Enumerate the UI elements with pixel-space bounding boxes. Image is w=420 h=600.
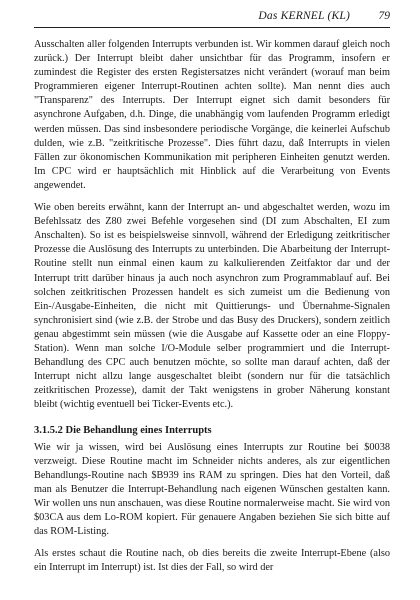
paragraph: Wie wir ja wissen, wird bei Auslösung eines Interrupts zur Routine bei $0038 verzweigt. Diese Routine macht im Schneider nichts anderes, als zur eigentlichen Behandlungs-Routine nach $B939 ins RAM zu springen. Dies hat den Vorteil, daß man als Benutzer die Interrupt-Behandlung nach eigenen Wünschen gestalten kann. Wir wollen uns nun anschauen, was diese Routine normalerweise macht. Sie wird von $03CA aus dem Lo-ROM kopiert. Für genauere Angaben beziehen Sie sich bitte auf das ROM-Listing.: [34, 441, 390, 538]
page-number: 79: [378, 10, 390, 22]
paragraph: Ausschalten aller folgenden Interrupts verbunden ist. Wir kommen darauf gleich noch zurück.) Der Interrupt bleibt daher unsichtbar für das Programm, insofern er zumindest die Register des ersten Registersatzes nicht verändert (worauf man beim Programmieren eigener Interrupt-Routinen achten sollte). Man nennt dies auch "Transparenz" des Interrupts. Der Interrupt eignet sich damit besonders für asynchrone Aufgaben, d.h. Dinge, die unabhängig vom laufenden Programm erledigt werden müssen. Das sind insbesondere periodische Vorgänge, die keinerlei Aufschub dulden, wie z.B. "zeitkritische Prozesse". Dies führt dazu, daß Interrupts in vielen Fällen zur ökonomischen Kommunikation mit peripheren Einheiten genutzt werden. Im CPC wird er hauptsächlich mit Hinblick auf die Verarbeitung von Events angewendet.: [34, 39, 390, 191]
page-header: [34, 10, 390, 26]
running-title: Das KERNEL (KL): [258, 10, 350, 22]
paragraph: Als erstes schaut die Routine nach, ob dies bereits die zweite Interrupt-Ebene (also ein Interrupt im Interrupt) ist. Ist dies der Fall, so wird der: [34, 548, 390, 574]
page-body: [34, 38, 390, 583]
header-rule: [34, 27, 390, 28]
section-heading: 3.1.5.2 Die Behandlung eines Interrupts: [34, 425, 212, 437]
paragraph: Wie oben bereits erwähnt, kann der Interrupt an- und abgeschaltet werden, wozu im Befehlssatz des Z80 zwei Befehle vorgesehen sind (DI zum Abschalten, EI zum Anschalten). So ist es beispielsweise sinnvoll, während der Erledigung zeitkritischer Prozesse die Auslösung des Interrupts zu unterbinden. Die Abarbeitung der Interrupt-Routine stellt nun einmal einen kaum zu kalkulierenden Zeitfaktor dar und der Interrupt tritt darüber hinaus ja auch noch asynchron zum Programmablauf auf. Bei solchen zeitkritischen Prozessen handelt es sich zumeist um die Bedienung von Ein-/Ausgabe-Einheiten, die nicht mit Quittierungs- und Übernahme-Signalen synchronisiert sind (wie z.B. der Strobe und das Busy des Druckers), sondern zeitlich genau abgestimmt sein müssen (wie die Ausgabe auf Kassette oder an eine Floppy-Station). Wenn man solche I/O-Module selber programmiert und die Interrupt-Behandlung des CPC auch benutzen möchte, so sollte man darauf achten, daß der Interrupt nicht allzu lange ausgeschaltet bleibt (sondern nur für die tatsächlich zeitkritischen Prozesse), damit der Takt wenigstens in grober Näherung konstant bleibt (wichtig eventuell bei Ticker-Events etc.).: [34, 202, 390, 411]
